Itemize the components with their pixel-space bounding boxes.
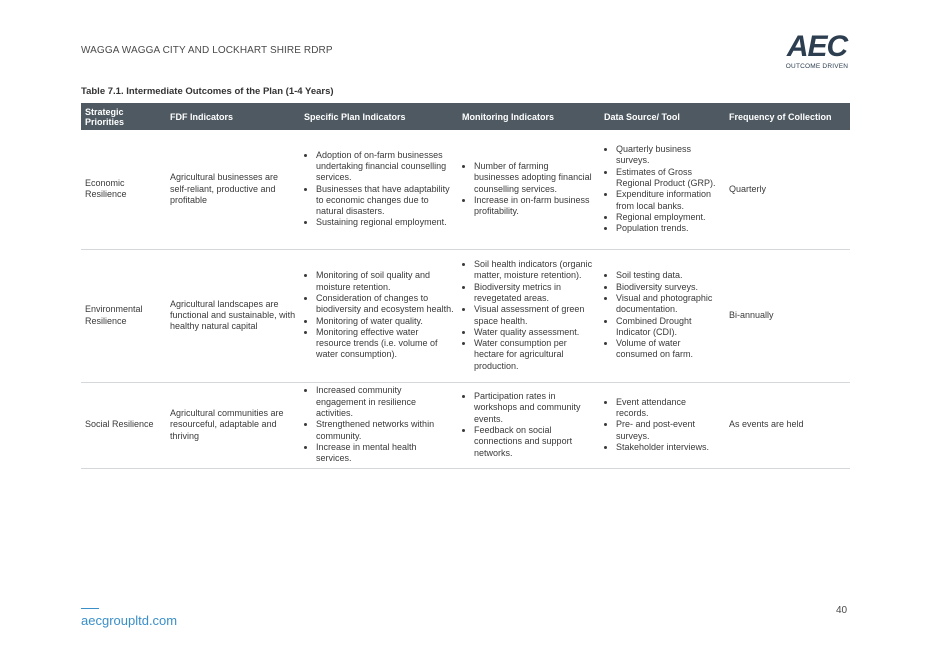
column-header: Monitoring Indicators [458,103,600,130]
list-item: • Estimates of Gross Regional Product (GRP). [616,167,721,190]
list-item: • Population trends. [616,223,721,234]
list-item: • Event attendance records. [616,397,721,420]
list-item: • Stakeholder interviews. [616,442,721,453]
monitoring-cell [458,130,600,249]
list-item: • Pre- and post-event surveys. [616,419,721,442]
header-title: WAGGA WAGGA CITY AND LOCKHART SHIRE RDRP [81,45,333,56]
list-item: • Sustaining regional employment. [316,217,454,228]
list-item: • Monitoring effective water resource trends (i.e. volume of water consumption). [316,327,454,361]
fdf-cell: Agricultural communities are resourceful, adaptable and thriving [166,382,300,468]
list-item: • Feedback on social connections and support networks. [474,425,596,459]
list-item: • Participation rates in workshops and community events. [474,391,596,425]
source-cell [600,382,725,468]
table-caption: Table 7.1. Intermediate Outcomes of the Plan (1-4 Years) [81,86,334,97]
plan-indicators-cell [300,249,458,382]
column-header: FDF Indicators [166,103,300,130]
list-item: • Monitoring of soil quality and moisture retention. [316,270,454,293]
fdf-cell: Agricultural landscapes are functional and sustainable, with healthy natural capital [166,249,300,382]
priority-cell: Economic Resilience [81,130,166,249]
list-item: • Increase in mental health services. [316,442,454,465]
list-item: • Water consumption per hectare for agricultural production. [474,338,596,372]
list-item: • Soil testing data. [616,270,721,281]
logo-tagline: OUTCOME DRIVEN [785,63,849,70]
source-cell [600,130,725,249]
aec-logo [784,32,850,70]
plan-indicators-cell [300,382,458,468]
footer-url[interactable]: aecgroupltd.com [81,613,178,628]
list-item: • Visual and photographic documentation. [616,293,721,316]
list-item: • Soil health indicators (organic matter, moisture retention). [474,259,596,282]
priority-cell: Environmental Resilience [81,249,166,382]
table-row [81,249,850,382]
list-item: • Volume of water consumed on farm. [616,338,721,361]
list-item: • Regional employment. [616,212,721,223]
list-item: • Expenditure information from local banks. [616,189,721,212]
list-item: • Increased community engagement in resilience activities. [316,385,454,419]
outcomes-table [81,103,850,469]
column-header: Strategic Priorities [81,103,166,130]
column-header: Data Source/ Tool [600,103,725,130]
list-item: • Biodiversity surveys. [616,282,721,293]
monitoring-cell [458,382,600,468]
monitoring-cell [458,249,600,382]
list-item: • Increase in on-farm business profitability. [474,195,596,218]
list-item: • Strengthened networks within community. [316,419,454,442]
plan-indicators-cell [300,130,458,249]
fdf-cell: Agricultural businesses are self-reliant, productive and profitable [166,130,300,249]
list-item: • Quarterly business surveys. [616,144,721,167]
table-row [81,382,850,468]
list-item: • Consideration of changes to biodiversity and ecosystem health. [316,293,454,316]
table-row [81,130,850,249]
list-item: • Water quality assessment. [474,327,596,338]
source-cell [600,249,725,382]
list-item: • Visual assessment of green space health. [474,304,596,327]
table-header-row [81,103,850,130]
column-header: Specific Plan Indicators [300,103,458,130]
list-item: • Number of farming businesses adopting financial counselling services. [474,161,596,195]
page-number: 40 [836,605,848,616]
list-item: • Monitoring of water quality. [316,316,454,327]
list-item: • Adoption of on-farm businesses undertaking financial counselling services. [316,150,454,184]
column-header: Frequency of Collection [725,103,850,130]
priority-cell: Social Resilience [81,382,166,468]
logo-mark: AEC [786,30,848,63]
list-item: • Biodiversity metrics in revegetated areas. [474,282,596,305]
list-item: • Combined Drought Indicator (CDI). [616,316,721,339]
footer-accent-line [81,608,99,609]
frequency-cell: Quarterly [725,130,850,249]
frequency-cell: Bi-annually [725,249,850,382]
list-item: • Businesses that have adaptability to economic changes due to natural disasters. [316,184,454,218]
frequency-cell: As events are held [725,382,850,468]
